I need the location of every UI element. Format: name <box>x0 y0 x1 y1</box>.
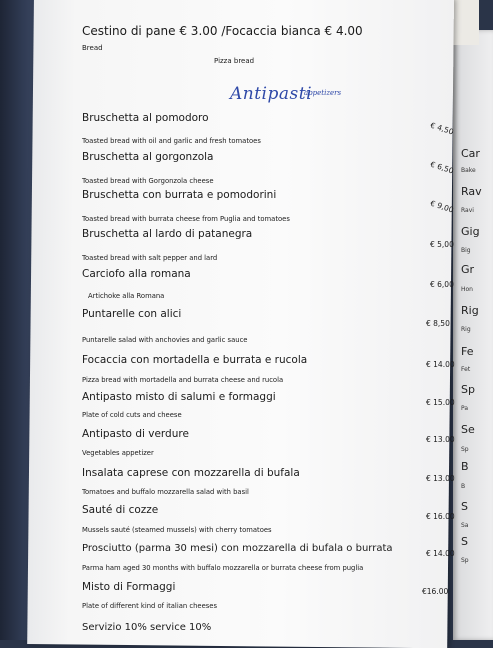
menu-item-name: Puntarelle con alici <box>82 308 182 320</box>
menu-item-price: € 14.00 <box>426 549 455 558</box>
next-page-sub: Ravi <box>461 207 474 214</box>
next-page-item: Rav <box>461 185 482 198</box>
pizza-bread-translation: Pizza bread <box>214 57 255 65</box>
next-page-item: Gig <box>461 225 480 238</box>
menu-item-desc: Puntarelle salad with anchovies and garlic sauce <box>82 336 248 344</box>
next-page-sub: Hon <box>461 286 473 293</box>
next-page-item: Rig <box>461 304 479 317</box>
menu-item-name: Bruschetta al pomodoro <box>82 112 209 124</box>
menu-item-price: € 8,50 <box>426 319 450 328</box>
section-title: Antipasti <box>230 84 313 104</box>
menu-item-price: € 5,00 <box>430 240 454 249</box>
menu-item-desc: Plate of different kind of italian cheeses <box>82 602 218 610</box>
menu-item-name: Antipasto misto di salumi e formaggi <box>82 391 276 403</box>
bread-line: Cestino di pane € 3.00 /Focaccia bianca € 4.00 <box>82 24 363 38</box>
next-page-item: S <box>461 535 468 548</box>
menu-item-price: € 16.00 <box>426 512 455 521</box>
next-page-item: Car <box>461 147 480 160</box>
section-subtitle: appetizers <box>304 89 342 97</box>
menu-item-desc: Artichoke alla Romana <box>88 292 165 300</box>
next-page-item: S <box>461 500 468 513</box>
menu-item-name: Insalata caprese con mozzarella di bufala <box>82 467 300 479</box>
menu-item-desc: Toasted bread with oil and garlic and fresh tomatoes <box>82 137 261 145</box>
next-page-sub: Sp <box>461 446 469 453</box>
next-page-item: Se <box>461 423 475 436</box>
menu-item-name: Bruschetta al lardo di patanegra <box>82 228 253 240</box>
next-page-sub: Pa <box>461 405 469 412</box>
menu-item-price: € 4,50 <box>429 120 455 137</box>
menu-item-desc: Parma ham aged 30 months with buffalo mozzarella or burrata cheese from puglia <box>82 564 364 572</box>
menu-item-desc: Plate of cold cuts and cheese <box>82 411 182 419</box>
menu-item-name: Bruschetta con burrata e pomodorini <box>82 189 277 201</box>
menu-item-name: Bruschetta al gorgonzola <box>82 151 214 163</box>
next-page-item: Sp <box>461 383 475 396</box>
menu-item-price: € 6,50 <box>429 159 455 176</box>
next-page-sub: Fet <box>461 366 471 373</box>
menu-item-price: € 13.00 <box>426 435 455 444</box>
menu-item-desc: Tomatoes and buffalo mozzarella salad with basil <box>82 488 249 496</box>
next-page-item: Fe <box>461 345 474 358</box>
menu-item-price: € 13.00 <box>426 474 455 483</box>
menu-item-desc: Toasted bread with salt pepper and lard <box>82 254 218 262</box>
menu-content <box>48 0 455 640</box>
menu-item-desc: Toasted bread with Gorgonzola cheese <box>82 177 214 185</box>
next-page-sub: Sa <box>461 522 469 529</box>
menu-item-price: € 15.00 <box>426 398 455 407</box>
menu-item-desc: Toasted bread with burrata cheese from Puglia and tomatoes <box>82 215 290 223</box>
next-page-sub: Sp <box>461 557 469 564</box>
menu-item-name: Misto di Formaggi <box>82 581 176 593</box>
menu-item-name: Carciofo alla romana <box>82 268 191 280</box>
menu-item-price: € 14.00 <box>426 360 455 369</box>
menu-item-price: €16.00 <box>422 587 449 596</box>
menu-item-price: € 9,00 <box>429 198 455 215</box>
menu-item-name: Prosciutto (parma 30 mesi) con mozzarella di bufala o burrata <box>82 543 393 554</box>
next-page-sub: Big <box>461 247 471 254</box>
menu-item-price: € 6,00 <box>430 280 454 289</box>
service-charge: Servizio 10% service 10% <box>82 622 212 633</box>
next-page-sub: Bake <box>461 167 476 174</box>
next-page-sub: B <box>461 483 466 490</box>
next-page-item: Gr <box>461 263 475 276</box>
menu-item-name: Focaccia con mortadella e burrata e rucola <box>82 354 308 366</box>
next-page-item: B <box>461 460 469 473</box>
menu-item-name: Sauté di cozze <box>82 504 159 516</box>
next-page-edge <box>453 30 493 640</box>
bread-translation: Bread <box>82 44 103 52</box>
menu-item-desc: Mussels sauté (steamed mussels) with cherry tomatoes <box>82 526 272 534</box>
menu-item-desc: Pizza bread with mortadella and burrata cheese and rucola <box>82 376 284 384</box>
menu-item-desc: Vegetables appetizer <box>82 449 154 457</box>
menu-item-name: Antipasto di verdure <box>82 428 189 440</box>
next-page-sub: Rig <box>461 326 471 333</box>
